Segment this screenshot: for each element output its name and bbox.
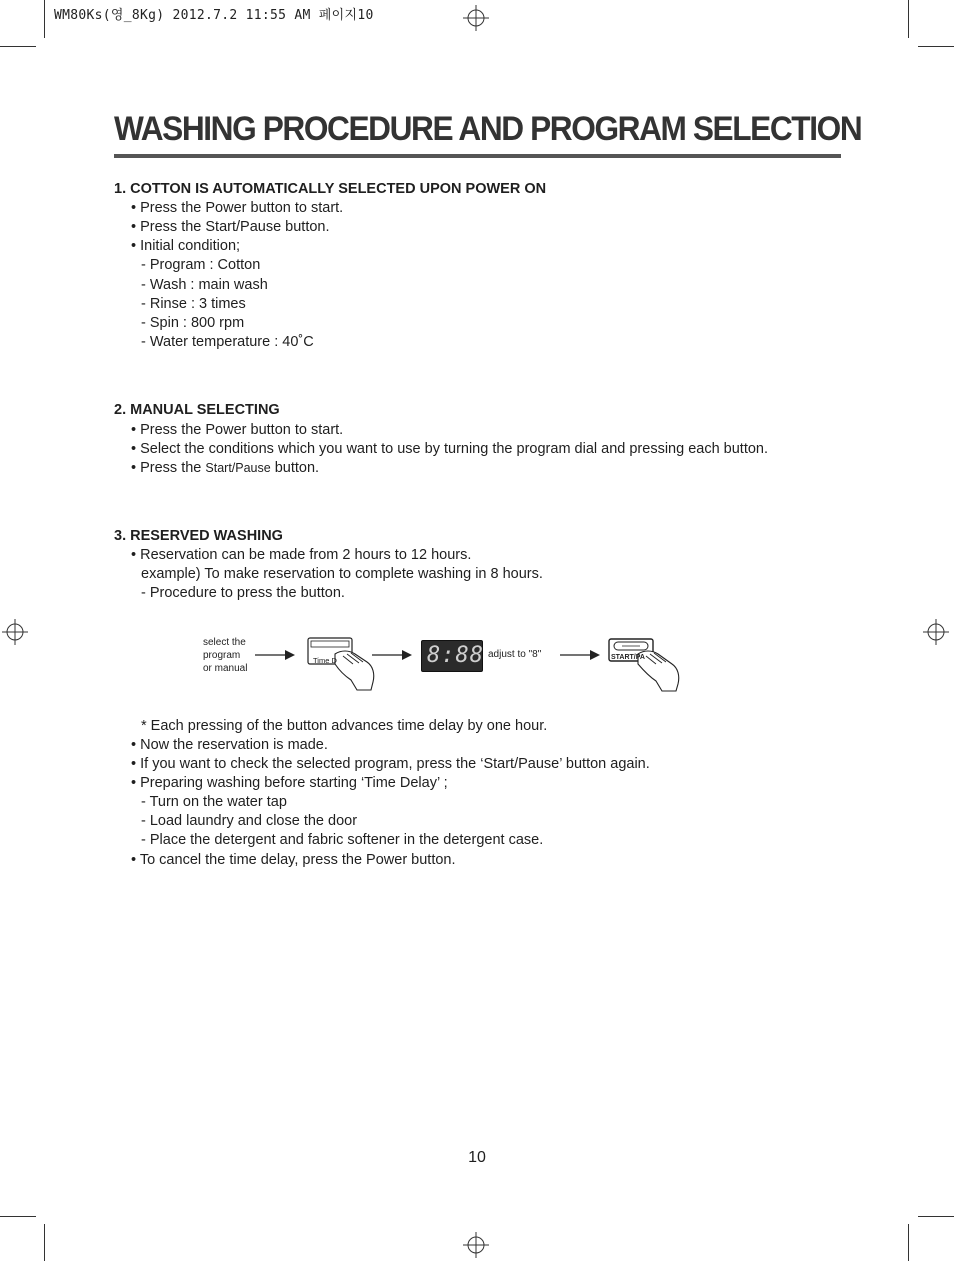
pressing-hand-icon [608, 636, 688, 692]
registration-mark-icon [463, 5, 489, 31]
crop-mark [908, 1224, 909, 1261]
crop-mark [0, 46, 36, 47]
example-line: example) To make reservation to complete washing in 8 hours. [141, 566, 543, 582]
registration-mark-icon [2, 619, 28, 645]
list-item: • To cancel the time delay, press the Power button. [131, 852, 456, 868]
sub-item: - Procedure to press the button. [141, 585, 345, 601]
start-pause-button-illustration [608, 636, 688, 692]
digital-display [421, 640, 483, 672]
list-item: • Reservation can be made from 2 hours to 12 hours. [131, 547, 472, 563]
list-item: • Press the Start/Pause button. [131, 219, 330, 235]
sub-item: - Spin : 800 rpm [141, 315, 245, 331]
list-item: • Select the conditions which you want to use by turning the program dial and pressing each button. [131, 441, 769, 457]
diagram-step1-text [203, 636, 247, 675]
list-item: • If you want to check the selected program, press the ‘Start/Pause’ button again. [131, 756, 650, 772]
crop-mark [44, 1224, 45, 1261]
crop-mark [908, 0, 909, 38]
sub-item: - Program : Cotton [141, 257, 261, 273]
crop-mark [0, 1216, 36, 1217]
list-item-prefix: • Press the [131, 460, 206, 476]
registration-mark-icon [923, 619, 949, 645]
start-pause-label: START/PA [611, 654, 645, 661]
step1-line: or manual [203, 663, 248, 674]
section-heading: 1. COTTON IS AUTOMATICALLY SELECTED UPON POWER ON [114, 181, 547, 197]
print-header: WM80Ks(영_8Kg) 2012.7.2 11:55 AM 페이지10 [54, 8, 374, 23]
section-heading: 2. MANUAL SELECTING [114, 402, 280, 418]
crop-mark [918, 1216, 954, 1217]
list-item: • Initial condition; [131, 238, 241, 254]
sub-item: - Water temperature : 40˚C [141, 334, 314, 350]
sub-item: - Turn on the water tap [141, 794, 287, 810]
step1-line: program [203, 650, 241, 661]
time-delay-button-illustration [307, 636, 379, 692]
display-digits: 8:88 [427, 643, 484, 668]
sub-item: - Rinse : 3 times [141, 296, 246, 312]
note-line: * Each pressing of the button advances time delay by one hour. [141, 718, 548, 734]
page-title: WASHING PROCEDURE AND PROGRAM SELECTION [114, 110, 862, 148]
arrow-right-icon [255, 648, 295, 662]
sub-item: - Place the detergent and fabric softener in the detergent case. [141, 832, 544, 848]
crop-mark [918, 46, 954, 47]
title-underline [114, 154, 841, 158]
time-delay-label: Time D [313, 656, 337, 665]
arrow-right-icon [560, 648, 600, 662]
list-item: • Preparing washing before starting ‘Time Delay’ ; [131, 775, 448, 791]
crop-mark [44, 0, 45, 38]
registration-mark-icon [463, 1232, 489, 1258]
section-heading: 3. RESERVED WASHING [114, 528, 283, 544]
list-item: • Now the reservation is made. [131, 737, 328, 753]
sub-item: - Wash : main wash [141, 277, 268, 293]
list-item-suffix: button. [270, 460, 320, 476]
step1-line: select the [203, 637, 246, 648]
sub-item: - Load laundry and close the door [141, 813, 358, 829]
adjust-label: adjust to "8" [488, 649, 542, 660]
list-item: • Press the Power button to start. [131, 200, 344, 216]
list-item [131, 460, 319, 476]
list-item: • Press the Power button to start. [131, 422, 344, 438]
start-pause-label: Start/Pause [205, 461, 271, 475]
arrow-right-icon [372, 648, 412, 662]
page-number: 10 [468, 1149, 486, 1166]
